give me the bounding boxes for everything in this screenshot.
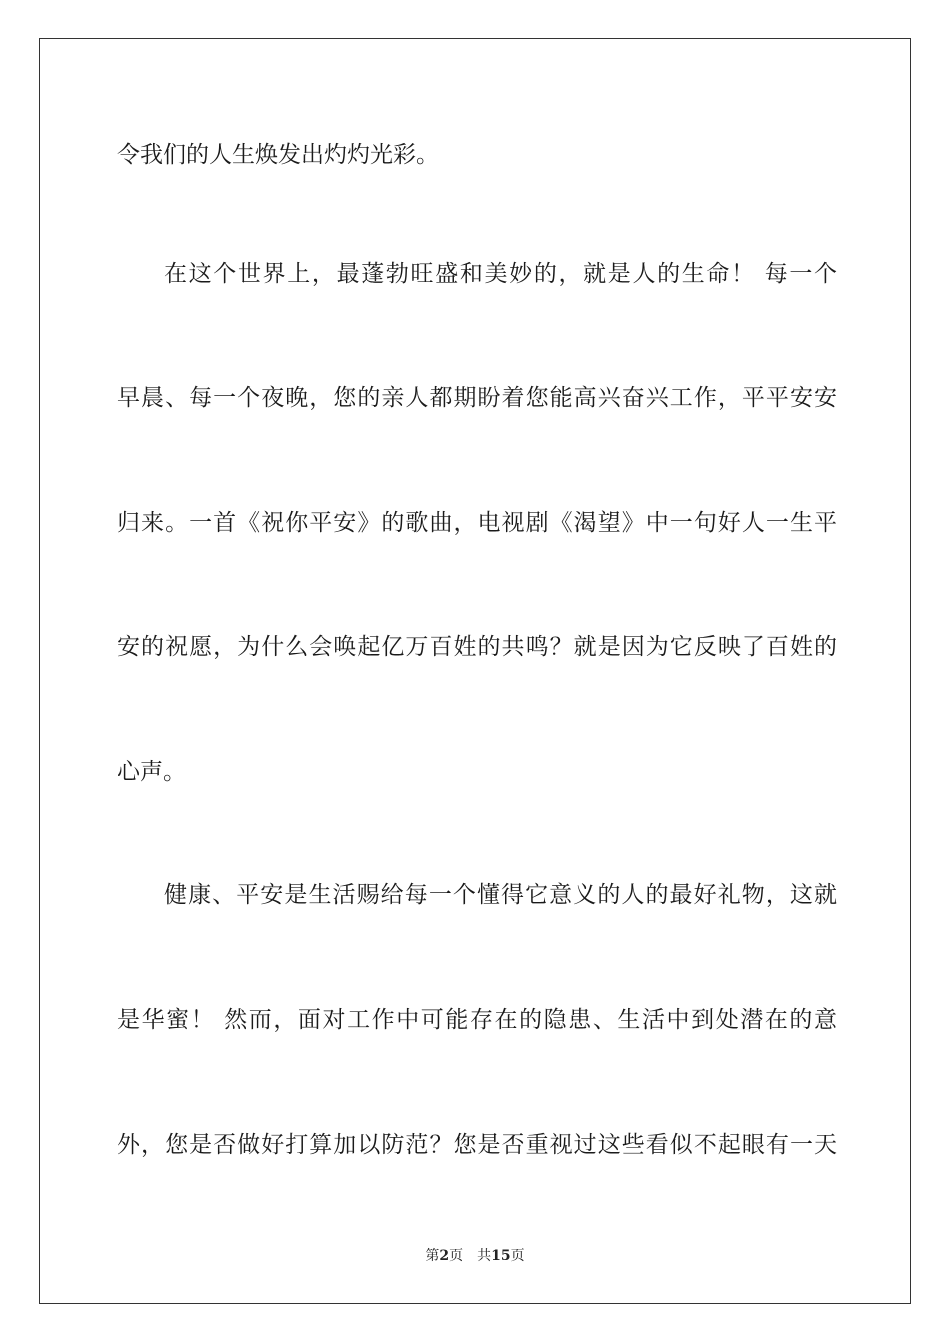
paragraph-line-9: 外，您是否做好打算加以防范？您是否重视过这些看似不起眼有一天 [117,1132,837,1158]
paragraph-line-1: 令我们的人生焕发出灼灼光彩。 [117,142,439,168]
paragraph-line-2: 在这个世界上，最蓬勃旺盛和美妙的，就是人的生命！ 每一个 [164,261,837,287]
footer-total-prefix: 共 [477,1248,492,1264]
footer-page-prefix: 第 [425,1248,440,1264]
paragraph-line-4: 归来。一首《祝你平安》的歌曲，电视剧《渴望》中一句好人一生平 [117,510,837,536]
footer-page-number: 2 [439,1248,450,1264]
footer-total-number: 15 [491,1248,511,1264]
paragraph-line-7: 健康、平安是生活赐给每一个懂得它意义的人的最好礼物，这就 [164,882,837,908]
paragraph-line-5: 安的祝愿，为什么会唤起亿万百姓的共鸣？就是因为它反映了百姓的 [117,634,837,660]
footer-page-suffix: 页 [449,1248,464,1264]
paragraph-line-6: 心声。 [117,759,186,785]
paragraph-line-3: 早晨、每一个夜晚，您的亲人都期盼着您能高兴奋兴工作，平平安安 [117,385,837,411]
paragraph-line-8: 是华蜜！ 然而，面对工作中可能存在的隐患、生活中到处潜在的意 [117,1007,837,1033]
footer-total-suffix: 页 [510,1248,525,1264]
page-footer [0,1247,950,1265]
page-border [39,38,911,1304]
